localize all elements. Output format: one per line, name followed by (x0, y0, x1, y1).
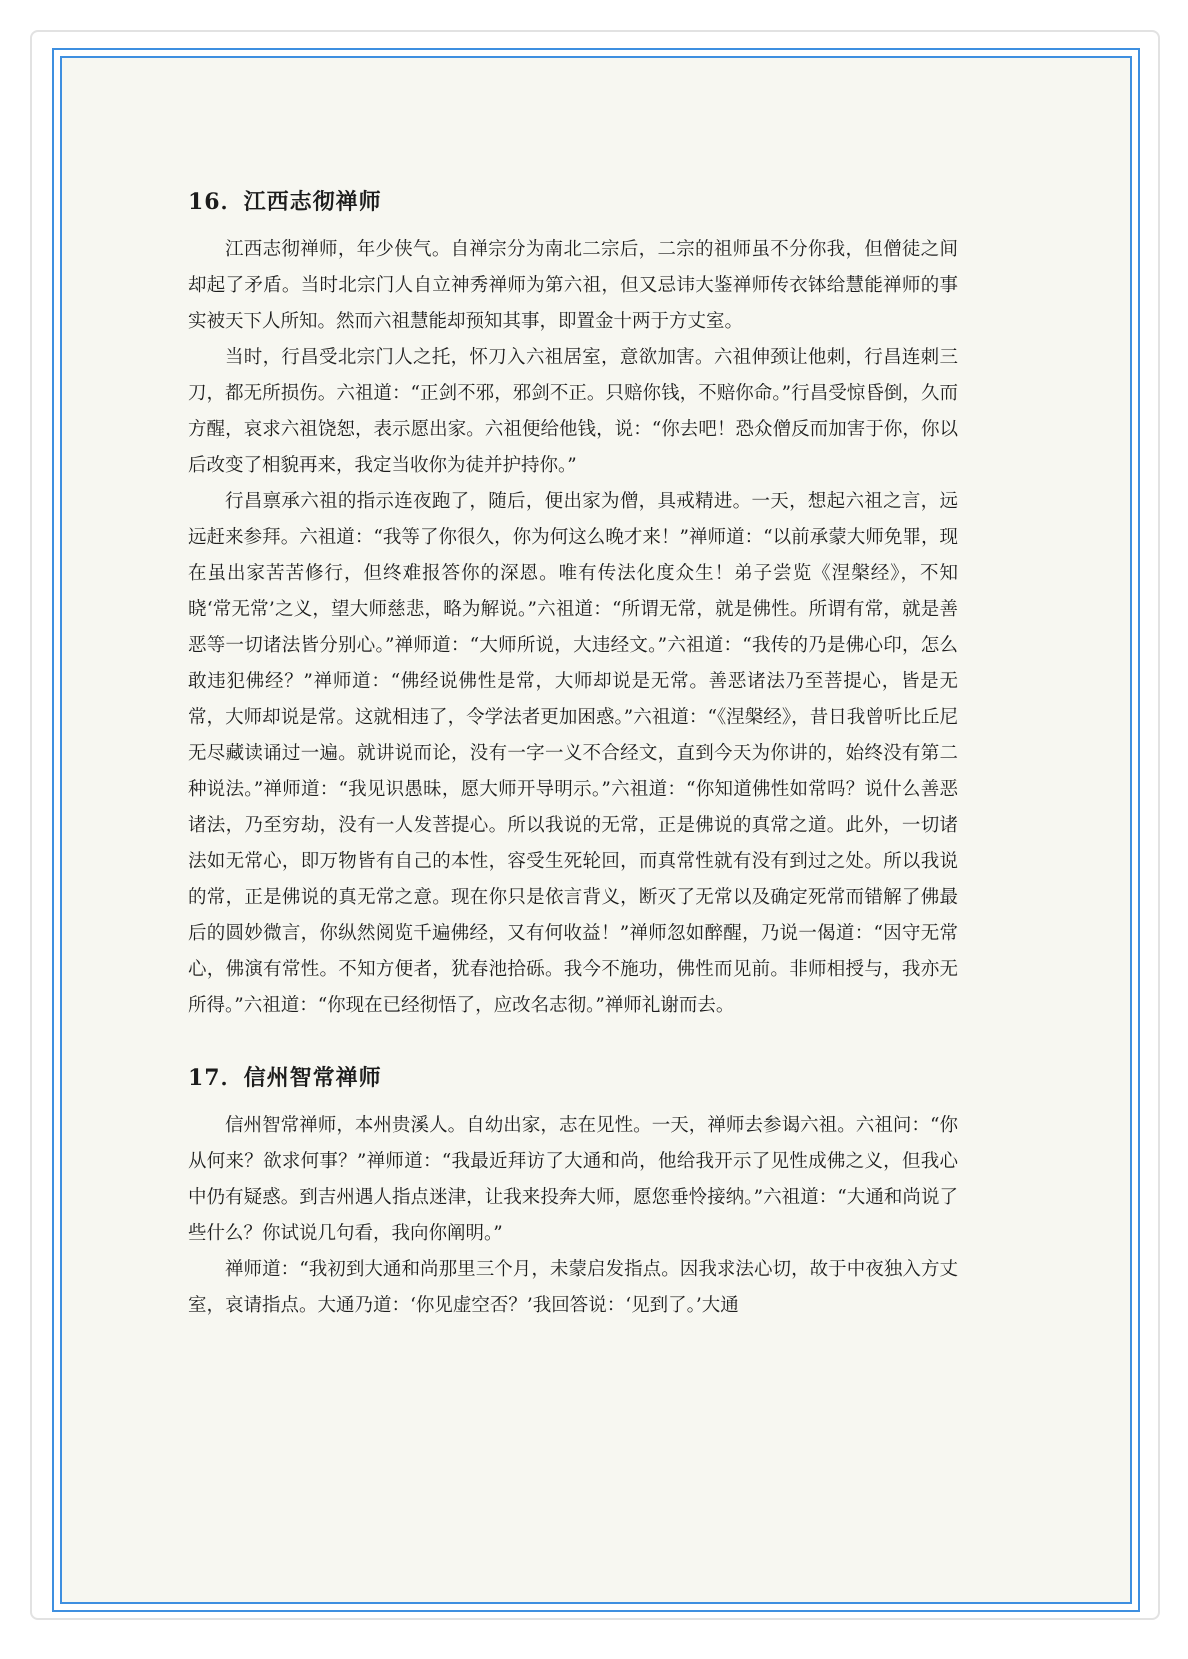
section-divider (188, 1024, 958, 1054)
page-content (188, 178, 958, 1324)
paragraph: 行昌禀承六祖的指示连夜跑了，随后，便出家为僧，具戒精进。一天，想起六祖之言，远远赶来参拜。六祖道：“我等了你很久，你为何这么晚才来！”禅师道：“以前承蒙大师免罪，现在虽出家苦苦修行，但终难报答你的深恩。唯有传法化度众生！弟子尝览《涅槃经》，不知晓‘常无常’之义，望大师慈悲，略为解说。”六祖道：“所谓无常，就是佛性。所谓有常，就是善恶等一切诸法皆分别心。”禅师道：“大师所说，大违经文。”六祖道：“我传的乃是佛心印，怎么敢违犯佛经？”禅师道：“佛经说佛性是常，大师却说是无常。善恶诸法乃至菩提心，皆是无常，大师却说是常。这就相违了，令学法者更加困惑。”六祖道：“《涅槃经》，昔日我曾听比丘尼无尽藏读诵过一遍。就讲说而论，没有一字一义不合经文，直到今天为你讲的，始终没有第二种说法。”禅师道：“我见识愚昧，愿大师开导明示。”六祖道：“你知道佛性如常吗？说什么善恶诸法，乃至穷劫，没有一人发菩提心。所以我说的无常，正是佛说的真常之道。此外，一切诸法如无常心，即万物皆有自己的本性，容受生死轮回，而真常性就有没有到过之处。所以我说的常，正是佛说的真无常之意。现在你只是依言背义，断灭了无常以及确定死常而错解了佛最后的圆妙微言，你纵然阅览千遍佛经，又有何收益！”禅师忽如醉醒，乃说一偈道：“因守无常心，佛演有常性。不知方便者，犹春池拾砾。我今不施功，佛性而见前。非师相授与，我亦无所得。”六祖道：“你现在已经彻悟了，应改名志彻。”禅师礼谢而去。 (188, 491, 958, 1016)
section-heading-17: 17．信州智常禅师 (188, 1065, 382, 1091)
page-frame (52, 48, 1140, 1612)
section-heading-16: 16．江西志彻禅师 (188, 189, 382, 215)
paragraph: 信州智常禅师，本州贵溪人。自幼出家，志在见性。一天，禅师去参谒六祖。六祖问：“你从何来？欲求何事？”禅师道：“我最近拜访了大通和尚，他给我开示了见性成佛之义，但我心中仍有疑惑。到吉州遇人指点迷津，让我来投奔大师，愿您垂怜接纳。”六祖道：“大通和尚说了些什么？你试说几句看，我向你阐明。” (188, 1115, 958, 1244)
paragraph: 江西志彻禅师，年少侠气。自禅宗分为南北二宗后，二宗的祖师虽不分你我，但僧徒之间却起了矛盾。当时北宗门人自立神秀禅师为第六祖，但又忌讳大鉴禅师传衣钵给慧能禅师的事实被天下人所知。然而六祖慧能却预知其事，即置金十两于方丈室。 (188, 239, 958, 332)
paragraph: 禅师道：“我初到大通和尚那里三个月，未蒙启发指点。因我求法心切，故于中夜独入方丈室，哀请指点。大通乃道：‘你见虚空否？’我回答说：‘见到了。’大通 (188, 1259, 958, 1316)
paragraph: 当时，行昌受北宗门人之托，怀刀入六祖居室，意欲加害。六祖伸颈让他刺，行昌连刺三刀，都无所损伤。六祖道：“正剑不邪，邪剑不正。只赔你钱，不赔你命。”行昌受惊昏倒，久而方醒，哀求六祖饶恕，表示愿出家。六祖便给他钱，说：“你去吧！恐众僧反而加害于你，你以后改变了相貌再来，我定当收你为徒并护持你。” (188, 347, 958, 476)
page-paper (60, 56, 1132, 1604)
